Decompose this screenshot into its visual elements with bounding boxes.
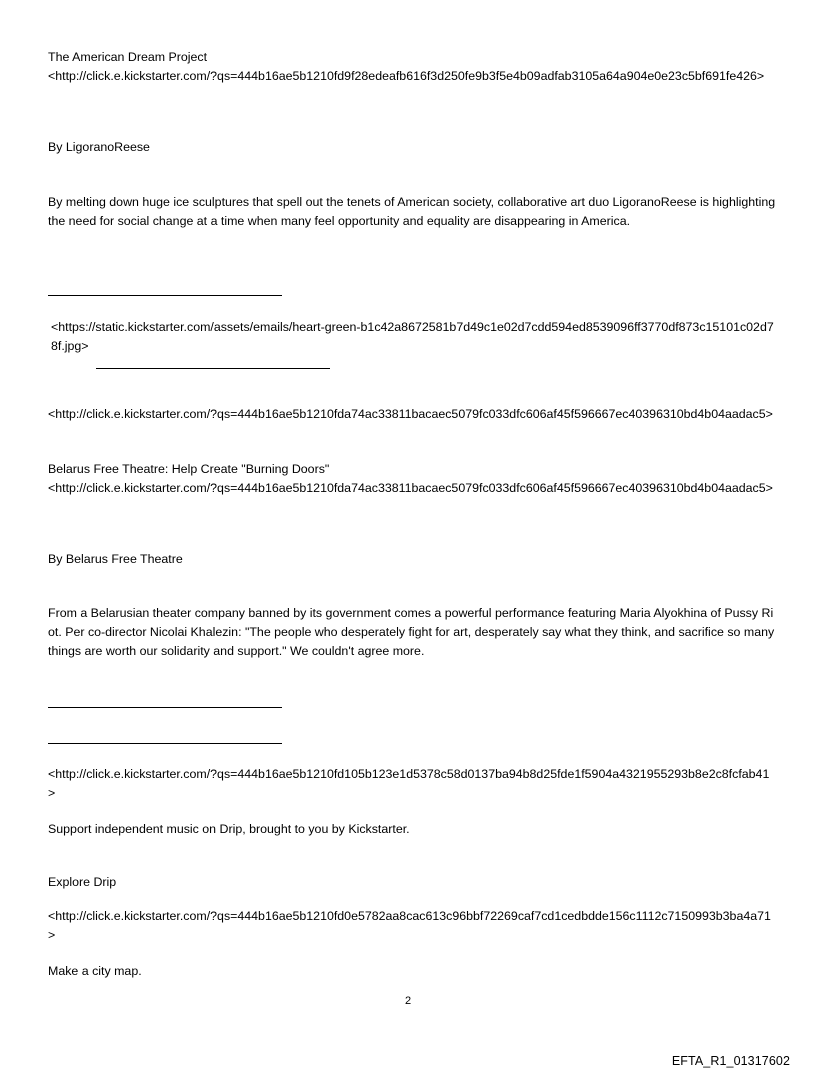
project2-link[interactable]: <http://click.e.kickstarter.com/?qs=444b16ae5b1210fda74ac33811bacaec5079fc033dfc606af45f596667ec40396310bd4b04aadac5>: [48, 481, 773, 495]
drip-tagline: Support independent music on Drip, brought to you by Kickstarter.: [48, 822, 410, 836]
project1-byline: By LigoranoReese: [48, 140, 150, 154]
page-number: 2: [404, 995, 412, 1007]
project2-description: From a Belarusian theater company banned by its government comes a powerful performance featuring Maria Alyokhina of Pussy Riot. Per co-director Nicolai Khalezin: "The people who desperately fight for art, desperately say what they think, and sacrifice so many things are worth our solidarity and support." We couldn't agree more.: [48, 606, 775, 658]
project2-title: Belarus Free Theatre: Help Create "Burning Doors": [48, 462, 330, 476]
drip-image-link[interactable]: <http://click.e.kickstarter.com/?qs=444b16ae5b1210fd105b123e1d5378c58d0137ba94b8d25fde1f5904a4321955293b8e2c8fcfab41>: [48, 767, 770, 800]
project2-image-link[interactable]: <http://click.e.kickstarter.com/?qs=444b16ae5b1210fda74ac33811bacaec5079fc033dfc606af45f596667ec40396310bd4b04aadac5>: [48, 407, 773, 421]
project1-title: The American Dream Project: [48, 50, 208, 64]
closing-line: Make a city map.: [48, 964, 142, 978]
explore-drip-link[interactable]: Explore Drip: [48, 875, 117, 889]
divider: [48, 707, 282, 708]
divider: [48, 295, 282, 296]
project1-description: By melting down huge ice sculptures that spell out the tenets of American society, collaborative art duo LigoranoReese is highlighting the need for social change at a time when many feel opportunity and equality are disappearing in America.: [48, 195, 776, 228]
document-id: EFTA_R1_01317602: [671, 1054, 790, 1068]
divider: [48, 743, 282, 744]
project2-byline: By Belarus Free Theatre: [48, 552, 183, 566]
project1-link[interactable]: <http://click.e.kickstarter.com/?qs=444b16ae5b1210fd9f28edeafb616f3d250fe9b3f5e4b09adfab3105a64a904e0e23c5bf691fe426>: [48, 69, 765, 83]
explore-drip-url[interactable]: <http://click.e.kickstarter.com/?qs=444b16ae5b1210fd0e5782aa8cac613c96bbf72269caf7cd1cedbdde156c1112c7150993b3ba4a71>: [48, 909, 771, 942]
heart-image-link[interactable]: <https://static.kickstarter.com/assets/emails/heart-green-b1c42a8672581b7d49c1e02d7cdd594ed8539096ff3770df873c15101c02d78f.jpg>: [51, 320, 774, 353]
divider: [96, 368, 330, 369]
